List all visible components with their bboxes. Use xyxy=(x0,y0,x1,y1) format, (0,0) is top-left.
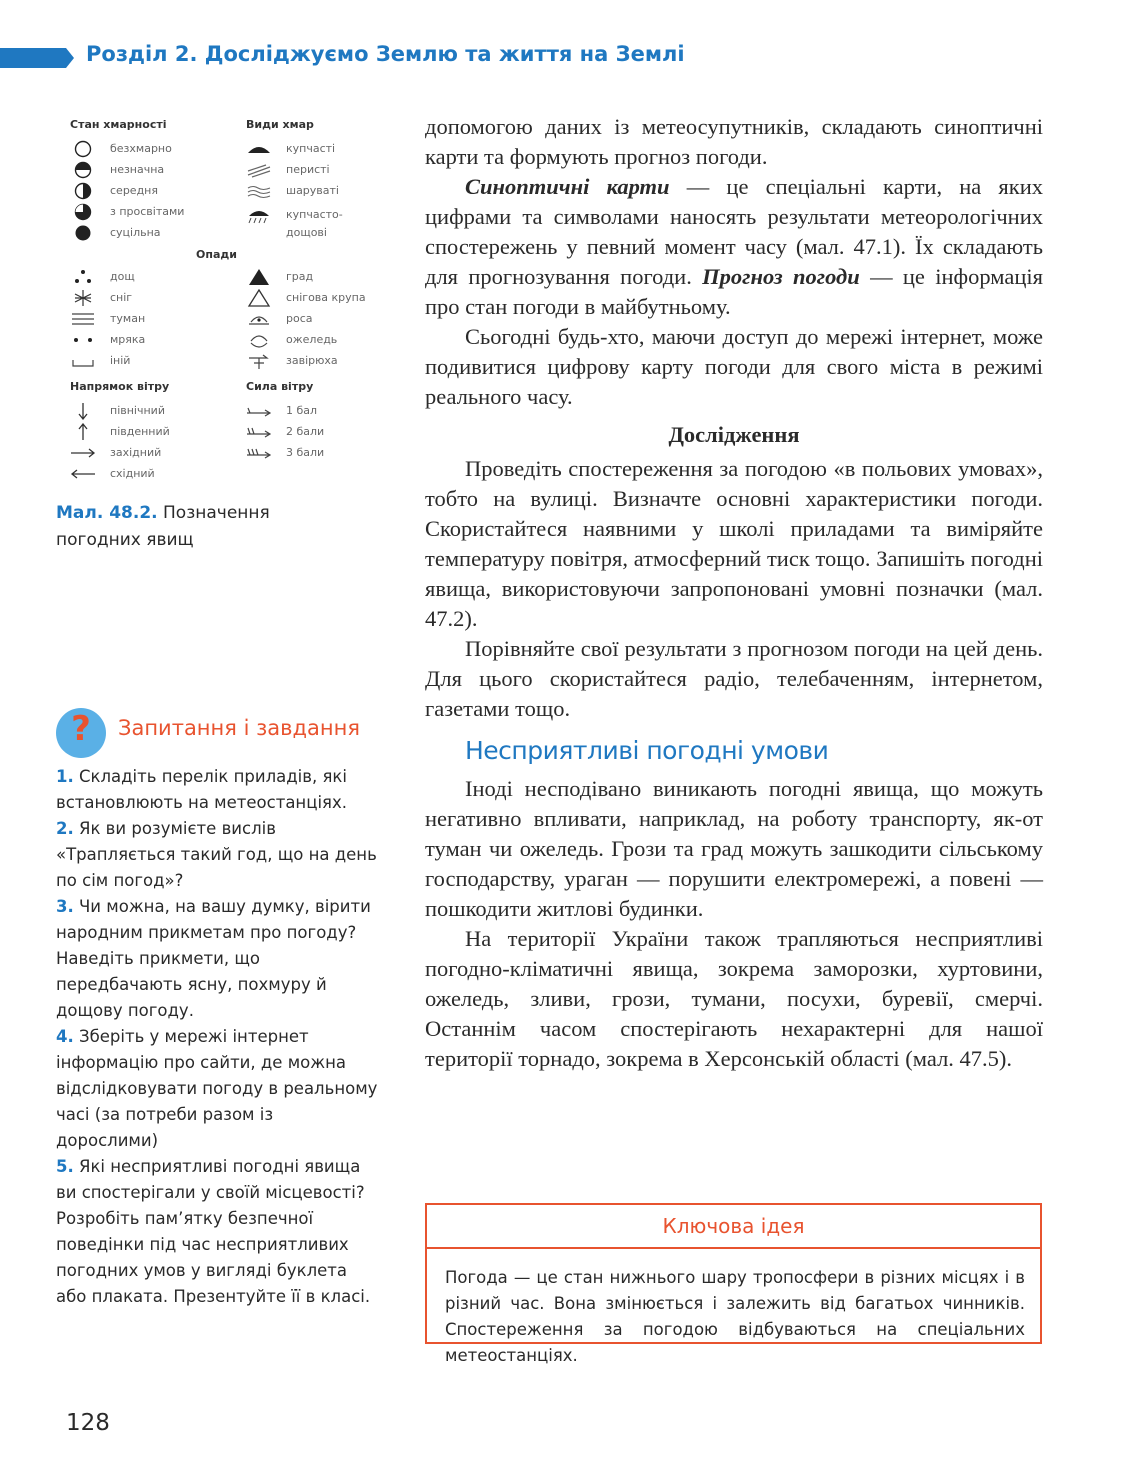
legend-cloud-state-title: Стан хмарності xyxy=(70,118,167,131)
paragraph: На території України також трапляються несприятливі погодно-кліматичні явища, зокрема заморозки, хуртовини, ожеледь, зливи, грози, тумани, посухи, буревії, смерчі. Останнім часом спостерігають нехарактерні для нашої території торнадо, зокрема в Херсонській області (мал. 47.5). xyxy=(425,926,1043,1071)
weather-symbols-legend: Стан хмарності безхмарно незначна середня з просвітами суцільна Види хмар купчасті перисті шаруваті купчасто- дощові Опади дощ сніг туман мряка іній град снігова крупа роса ожеледь завірюха Напрямок вітру північний південний західний східний Сила вітру 1 бал 2 бали 3 бали xyxy=(56,112,396,490)
arrow-up-icon xyxy=(70,423,96,441)
paragraph: Порівняйте свої результати з прогнозом погоди на цей день. Для цього скористайтеся радіо, телебаченням, інтернетом, газетами тощо. xyxy=(425,636,1043,721)
paragraph-synoptic-maps: Синоптичні карти — це спеціальні карти, на яких цифрами та символами наносять результати метеорологічних спостережень у певний момент часу (мал. 47.1). Їх складають для прогнозування погоди. Прогноз погоди — це інформація про стан погоди в майбутньому. xyxy=(425,174,1043,319)
figure-caption-text: Позначення погодних явищ xyxy=(56,503,270,550)
snow-icon xyxy=(70,289,96,307)
research-title: Дослідження xyxy=(668,422,800,447)
page-number: 128 xyxy=(66,1410,110,1436)
dew-icon xyxy=(246,310,272,328)
term-synoptic-maps: Синоптичні карти xyxy=(465,174,670,199)
questions-title: Запитання і завдання xyxy=(118,716,360,740)
cumulonimbus-icon xyxy=(246,206,272,224)
question-item: 4. Зберіть у мережі інтернет інформацію про сайти, де можна відслідковувати погоду в реальному часі (за потреби разом із дорослими) xyxy=(56,1027,378,1150)
overcast-icon xyxy=(70,224,96,242)
cumulus-icon xyxy=(246,140,272,158)
wind-2-icon xyxy=(246,423,272,441)
question-item: 2. Як ви розумієте вислів «Трапляється такий год, що на день по сім погод»? xyxy=(56,819,377,890)
paragraph: допомогою даних із метеосупутників, складають синоптичні карти та формують прогноз погоди. xyxy=(425,114,1043,169)
question-item: 1. Складіть перелік приладів, які встановлюють на метеостанціях. xyxy=(56,767,347,812)
arrow-down-icon xyxy=(70,402,96,420)
clear-sky-icon xyxy=(70,140,96,158)
header-arrow-icon xyxy=(66,48,74,68)
slight-cloud-icon xyxy=(70,161,96,179)
broken-cloud-icon xyxy=(70,203,96,221)
question-item: 5. Які несприятливі погодні явища ви спостерігали у своїй місцевості? Розробіть пам’ятку безпечної поведінки під час несприятливих погодних умов у вигляді буклета або плаката. Презентуйте її в класі. xyxy=(56,1157,371,1306)
header-accent-bar xyxy=(0,48,66,68)
glaze-icon xyxy=(246,331,272,349)
wind-3-icon xyxy=(246,444,272,462)
medium-cloud-icon xyxy=(70,182,96,200)
figure-number: Мал. 48.2. xyxy=(56,503,158,523)
cirrus-icon xyxy=(246,161,272,179)
key-idea-title: Ключова ідея xyxy=(427,1205,1040,1249)
key-idea-box xyxy=(425,1203,1042,1365)
legend-precipitation-title: Опади xyxy=(196,248,237,261)
paragraph: Іноді несподівано виникають погодні явища, що можуть негативно впливати, наприклад, на роботу транспорту, як-от туман чи ожеледь. Грози та град можуть зашкодити сільському господарству, ураган — порушити електромережі, а повені — пошкодити житлові будинки. xyxy=(425,776,1043,921)
questions-list xyxy=(56,764,378,1310)
section-heading: Несприятливі погодні умови xyxy=(465,736,829,765)
legend-cloud-types-title: Види хмар xyxy=(246,118,314,131)
question-icon: ? xyxy=(56,708,106,758)
legend-wind-direction-title: Напрямок вітру xyxy=(70,380,170,393)
term-weather-forecast: Прогноз погоди xyxy=(702,264,860,289)
figure-caption xyxy=(56,500,346,554)
question-item: 3. Чи можна, на вашу думку, вірити народним прикметам про погоду? Наведіть прикмети, що передбачають ясну, похмуру й дощову погоду. xyxy=(56,897,371,1020)
arrow-left-icon xyxy=(70,465,96,483)
main-text-column xyxy=(425,112,1043,1074)
stratus-icon xyxy=(246,182,272,200)
blizzard-icon xyxy=(246,352,272,370)
section-header-title: Розділ 2. Досліджуємо Землю та життя на Землі xyxy=(86,42,685,66)
legend-wind-force-title: Сила вітру xyxy=(246,380,314,393)
key-idea-text: Погода — це стан нижнього шару тропосфери в різних місцях і в різний час. Вона змінюється і залежить від багатьох чинників. Спостереження за погодою відбуваються на спеціальних метеостанціях. xyxy=(445,1268,1025,1365)
arrow-right-icon xyxy=(70,444,96,462)
wind-1-icon xyxy=(246,402,272,420)
snow-pellets-icon xyxy=(246,289,272,307)
drizzle-icon xyxy=(70,331,96,349)
frost-icon xyxy=(70,352,96,370)
fog-icon xyxy=(70,310,96,328)
paragraph: Сьогодні будь-хто, маючи доступ до мережі інтернет, може подивитися цифрову карту погоди для свого міста в режимі реального часу. xyxy=(425,324,1043,409)
rain-icon xyxy=(70,268,96,286)
hail-icon xyxy=(246,268,272,286)
paragraph: Проведіть спостереження за погодою «в польових умовах», тобто на вулиці. Визначте основні характеристики погоди. Скористайтеся наявними у школі приладами та виміряйте температуру повітря, атмосферний тиск тощо. Запишіть погодні явища, використовуючи запропоновані умовні позначки (мал. 47.2). xyxy=(425,456,1043,631)
